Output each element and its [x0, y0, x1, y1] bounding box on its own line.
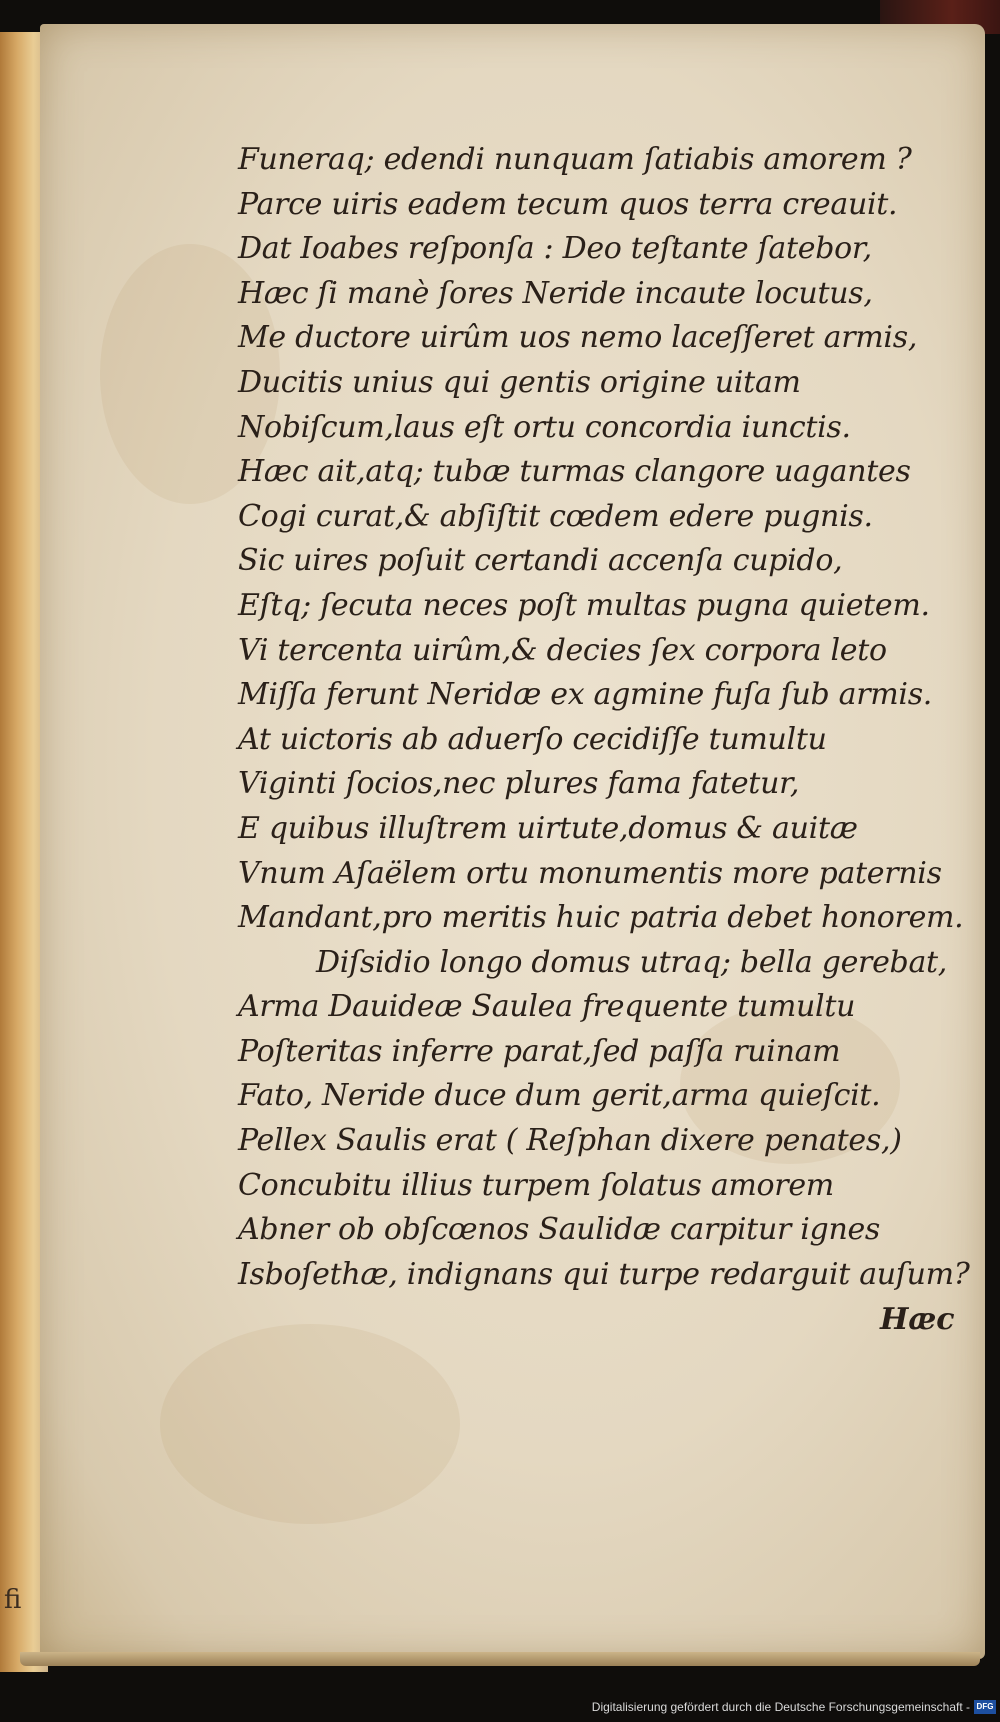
verse-line: Cogi curat,& abſiſtit cœdem edere pugnis.: [238, 498, 873, 534]
verse-line: Poſteritas inferre parat,ſed paſſa ruinam: [238, 1033, 841, 1069]
verse-line: Funeraq; edendi nunquam ſatiabis amorem ?: [238, 142, 912, 177]
verse-line: Pellex Saulis erat ( Reſphan dixere penates,): [238, 1123, 902, 1159]
verse-line: Parce uiris eadem tecum quos terra creauit.: [238, 186, 898, 222]
verse-text-block: [238, 138, 970, 1297]
verse-line: Dat Ioabes reſponſa : Deo teſtante ſatebor,: [238, 231, 872, 267]
verse-line: Fato, Neride duce dum gerit,arma quieſcit.: [238, 1078, 881, 1114]
verse-line: Hæc ait,atq; tubæ turmas clangore uagantes: [238, 454, 911, 490]
verse-line: Hæc ſi manè ſores Neride incaute locutus,: [238, 275, 873, 311]
verse-line: Ducitis unius qui gentis origine uitam: [238, 364, 801, 400]
verse-line-indented: Diſsidio longo domus utraq; bella gerebat,: [316, 944, 948, 980]
verse-line: Isboſethæ, indignans qui turpe redarguit auſum?: [238, 1256, 970, 1292]
verse-line: Viginti ſocios,nec plures fama fatetur,: [238, 766, 800, 802]
verse-line: Mandant,pro meritis huic patria debet honorem.: [238, 900, 964, 936]
signature-mark: fi: [4, 1585, 22, 1615]
verse-line: Eſtq; ſecuta neces poſt multas pugna quietem.: [238, 587, 930, 623]
verse-line: E quibus illuſtrem uirtute,domus & auitæ: [238, 810, 858, 846]
page-bottom-edge: [20, 1652, 980, 1666]
catchword: Hæc: [880, 1302, 955, 1337]
verse-line: Sic uires poſuit certandi accenſa cupido,: [238, 543, 843, 579]
dfg-logo-icon: DFG: [974, 1700, 996, 1714]
verse-line: Vi tercenta uirûm,& decies ſex corpora leto: [238, 632, 887, 668]
verse-line: Vnum Aſaëlem ortu monumentis more paternis: [238, 855, 942, 891]
digitization-credit: Digitalisierung gefördert durch die Deutsche Forschungsgemeinschaft -: [591, 1700, 970, 1714]
verse-line: Concubitu illius turpem ſolatus amorem: [238, 1167, 834, 1203]
verse-line: Nobiſcum,laus eſt ortu concordia iunctis.: [238, 409, 851, 445]
verse-line: Me ductore uirûm uos nemo laceſſeret armis,: [238, 320, 918, 356]
verse-line: Arma Dauideæ Saulea frequente tumultu: [238, 989, 856, 1025]
verse-line: At uictoris ab aduerſo cecidiſſe tumultu: [238, 721, 827, 757]
paper-stain: [160, 1324, 460, 1524]
verse-line: Abner ob obſcœnos Saulidæ carpitur ignes: [238, 1212, 881, 1248]
verse-line: Miſſa ferunt Neridæ ex agmine fuſa ſub armis.: [238, 677, 933, 713]
